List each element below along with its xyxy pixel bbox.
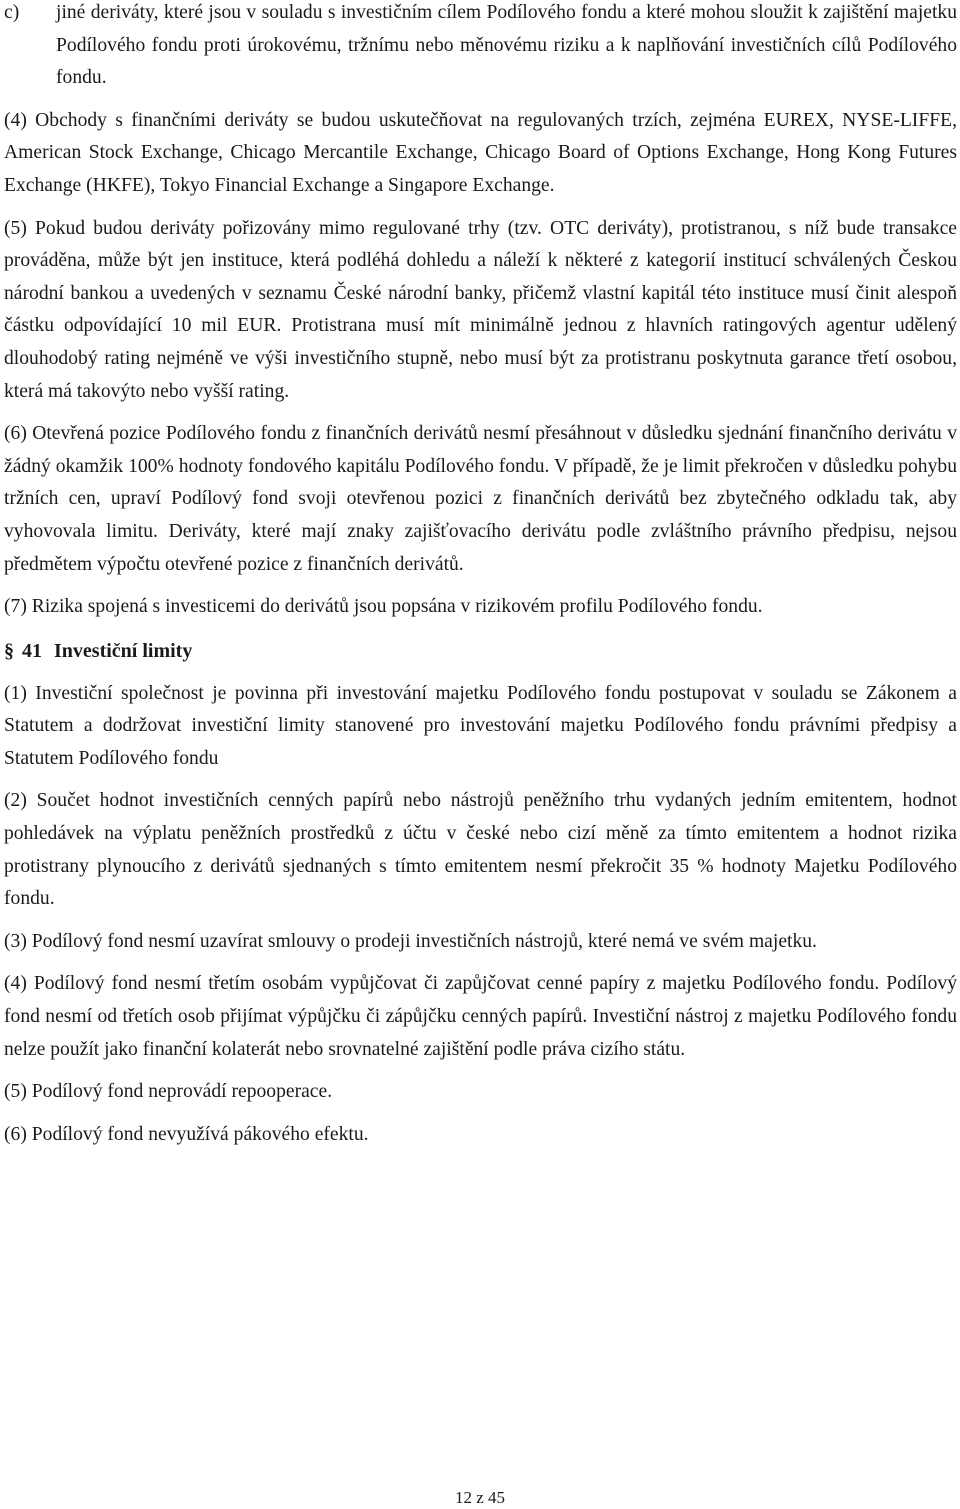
paragraph-7-risks: (7) Rizika spojená s investicemi do derivátů jsou popsána v rizikovém profilu Podílového fondu. <box>4 596 763 618</box>
page-number: 12 z 45 <box>454 1488 506 1507</box>
document-page <box>4 0 957 1161</box>
paragraph-3-short-selling: (3) Podílový fond nesmí uzavírat smlouvy o prodeji investičních nástrojů, které nemá ve svém majetku. <box>4 930 817 952</box>
paragraph-4-derivative-markets: (4) Obchody s finančními deriváty se budou uskutečňovat na regulovaných trzích, zejména EUREX, NYSE-LIFFE, American Stock Exchange, Chicago Mercantile Exchange, Chicago Board of Options Exchange, Hong Kong Futures Exchange (HKFE), Tokyo Financial Exchange a Singapore Exchange. <box>4 109 957 196</box>
paragraph-1-investment-rules: (1) Investiční společnost je povinna při investování majetku Podílového fondu postupovat v souladu se Zákonem a Statutem a dodržovat investiční limity stanovené pro investování majetku Podílového fondu právními předpisy a Statutem Podílového fondu <box>4 682 957 769</box>
paragraph-2-issuer-limit: (2) Součet hodnot investičních cenných papírů nebo nástrojů peněžního trhu vydaných jedním emitentem, hodnot pohledávek na výplatu peněžních prostředků z účtu v české nebo cizí měně za tímto emitentem a hodnot rizika protistrany plynoucího z derivátů sjednaných s tímto emitentem nesmí překročit 35 % hodnoty Majetku Podílového fondu. <box>4 790 957 910</box>
paragraph-6-open-position: (6) Otevřená pozice Podílového fondu z finančních derivátů nesmí přesáhnout v důsledku sjednání finančního derivátu v žádný okamžik 100% hodnoty fondového kapitálu Podílového fondu. V případě, že je limit překročen v důsledku pohybu tržních cen, upraví Podílový fond svoji otevřenou pozici z finančních derivátů bez zbytečného odkladu tak, aby vyhovovala limitu. Deriváty, které mají znaky zajišťovacího derivátu podle zvláštního právního předpisu, nejsou předmětem výpočtu otevřené pozice z finančních derivátů. <box>4 423 957 575</box>
paragraph-6-leverage: (6) Podílový fond nevyužívá pákového efektu. <box>4 1123 369 1145</box>
section-number: 41 <box>22 639 42 662</box>
paragraph-5-repo: (5) Podílový fond neprovádí repooperace. <box>4 1081 333 1103</box>
section-title: Investiční limity <box>54 639 193 662</box>
paragraph-5-otc-derivatives: (5) Pokud budou deriváty pořizovány mimo regulované trhy (tzv. OTC deriváty), protistranou, s níž bude transakce prováděna, může být jen instituce, která podléhá dohledu a náleží k některé z kategorií institucí schválených Českou národní bankou a uvedených v seznamu České národní banky, přičemž vlastní kapitál této instituce musí činit alespoň částku odpovídající 10 mil EUR. Protistrana musí mít minimálně jednou z hlavních ratingových agentur udělený dlouhodobý rating nejméně ve výši investičního stupně, nebo musí být za protistranu poskytnuta garance třetí osobou, která má takovýto nebo vyšší rating. <box>4 217 957 402</box>
list-item-c <box>4 0 957 95</box>
list-marker: c) <box>4 2 20 23</box>
section-symbol: § <box>4 639 14 662</box>
section-heading <box>4 636 957 666</box>
list-item-text: jiné deriváty, které jsou v souladu s investičním cílem Podílového fondu a které mohou sloužit k zajištění majetku Podílového fondu proti úrokovému, tržnímu nebo měnovému riziku a k naplňování investičních cílů Podílového fondu. <box>56 2 957 89</box>
paragraph-4-securities-lending: (4) Podílový fond nesmí třetím osobám vypůjčovat či zapůjčovat cenné papíry z majetku Podílového fondu. Podílový fond nesmí od třetích osob přijímat výpůjčku či zápůjčku cenných papírů. Investiční nástroj z majetku Podílového fondu nelze použít jako finanční kolaterát nebo srovnatelné zajištění podle práva cizího státu. <box>4 973 957 1060</box>
